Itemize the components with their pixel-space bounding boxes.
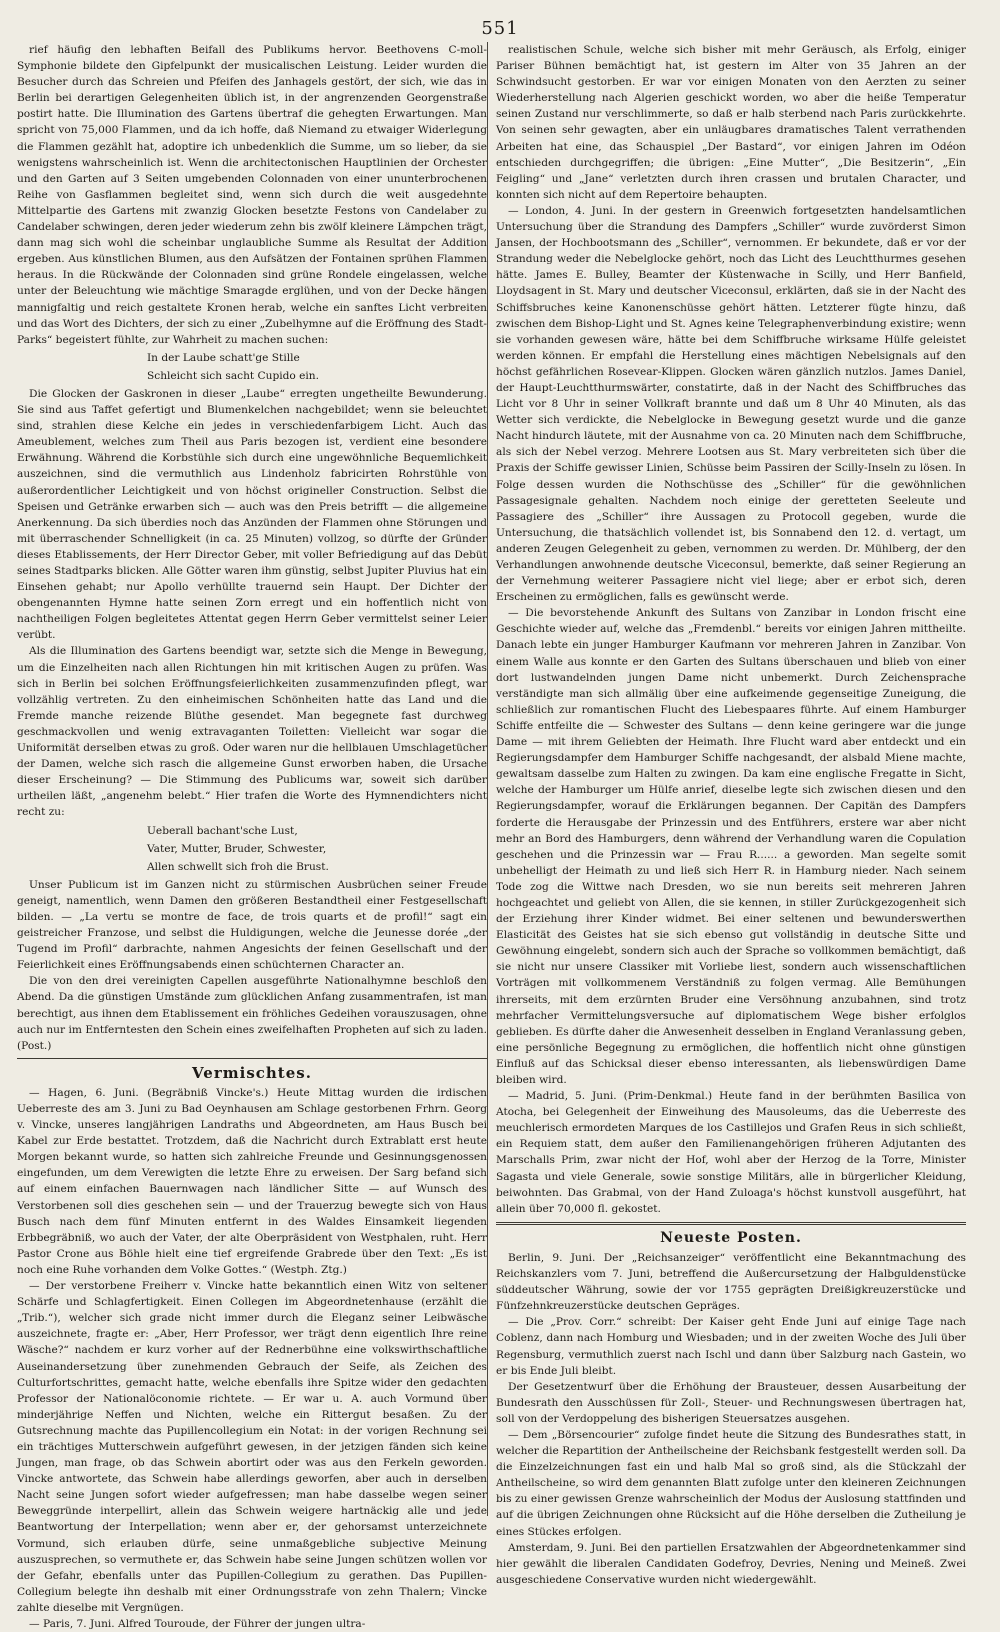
section-heading-neueste-posten: Neueste Posten. (660, 1229, 802, 1246)
column-rule (487, 42, 488, 1516)
right-column (496, 42, 966, 1586)
section-divider (496, 1222, 966, 1225)
article-paragraph: — Dem „Börsencourier“ zufolge findet heute die Sitzung des Bundesrathes statt, in welcher die Repartition der Antheilscheine der Reichsbank festgestellt werden soll. Da die Einzelzeichnungen fast ein und halb Mal so groß sind, als die Stückzahl der Antheilscheine, so wird dem genannten Blatt zufolge unter den kleineren Zeichnungen bis zu einer gewissen Grenze wahrscheinlich der Modus der Auslosung stattfinden und auf die übrigen Zeichnungen ohne Rücksicht auf die Höhe derselben die Zutheilung je eines Stückes erfolgen. (496, 1428, 966, 1538)
article-paragraph: — Die „Prov. Corr.“ schreibt: Der Kaiser geht Ende Juni auf einige Tage nach Coblenz, dann nach Homburg und Wiesbaden; und in der zweiten Woche des Juli über Regensburg, vermuthlich zuerst nach Ischl und dann über Salzburg nach Gastein, wo er bis Ende Juli bleibt. (496, 1316, 966, 1377)
article-paragraph: Berlin, 9. Juni. Der „Reichsanzeiger“ veröffentlicht eine Bekanntmachung des Reichskanzlers vom 7. Juni, betreffend die Außercursetzung der Halbguldenstücke süddeutscher Währung, sowie der vor 1755 geprägten Dreißigkreuzerstücke und Fünfzehnkreuzerstücke deutschen Gepräges. (496, 1251, 966, 1313)
page-number: 551 (481, 18, 519, 39)
verse-line: Allen schwellt sich froh die Brust. (147, 860, 329, 873)
section-divider (17, 1058, 487, 1059)
article-paragraph: — Der verstorbene Freiherr v. Vincke hatte bekanntlich einen Witz von seltener Schärfe und Schlagfertigkeit. Einen Collegen im Abgeordnetenhause (erzählt die „Trib.“), welcher sich grade nicht immer durch die Eleganz seiner Leibwäsche auszeichnete, fragte er: „Aber, Herr Professor, wer trägt denn eigentlich Ihre reine Wäsche?“ nachdem er kurz vorher auf der Rednerbühne eine volkswirthschaftliche Auseinandersetzung über zunehmenden Gebrauch der Seife, als Zeichen des Culturfortschrittes, gemacht hatte, welche ebenfalls ihre Spitze wider den gedachten Professor der Nationalöconomie richtete. — Er war u. A. auch Vormund über minderjährige Neffen und Nichten, welche ein Rittergut besaßen. Zu der Gutsrechnung machte das Pupillencollegium ein Notat: in der vorigen Rechnung sei ein trächtiges Mutterschwein aufgeführt gewesen, in der jetzigen fänden sich keine Jungen, man frage, ob das Schwein abortirt oder was aus den Ferkeln geworden. Vincke antwortete, das Schwein habe allerdings geworfen, aber auch in derselben Nacht seine Jungen sofort wieder aufgefressen; man habe dasselbe wegen seiner Beweggründe interpellirt, allein das Schwein weigere hartnäckig alle und jede Beantwortung der Interpellation; wenn aber er, der gehorsamst unterzeichnete Vormund, sich erlauben dürfe, seine unmaßgebliche subjective Meinung auszusprechen, so vermuthete er, das Schwein habe seine Jungen schützen wollen vor der Gefahr, ebenfalls unter das Pupillen-Collegium zu gerathen. Das Pupillen-Collegium belegte ihn deshalb mit einer Ordnungsstrafe von zehn Thalern; Vincke zahlte dieselbe mit Vergnügen. (17, 1280, 487, 1614)
article-paragraph: rief häufig den lebhaften Beifall des Publikums hervor. Beethovens C-moll-Symphonie bildete den Gipfelpunkt der musicalischen Leistung. Leider wurden die Besucher durch das Schreien und Pfeifen des Janhagels gestört, der sich, wie das in Berlin bei derartigen Gelegenheiten üblich ist, in der angrenzenden Georgenstraße postirt hatte. Die Illumination des Gartens übertraf die gehegten Erwartungen. Man spricht von 75,000 Flammen, und da ich hoffe, daß Niemand zu etwaiger Widerlegung die Flammen gezählt hat, adoptire ich unbedenklich die Summe, um so lieber, da sie wenigstens wahrscheinlich ist. Wenn die architectonischen Hauptlinien der Orchester und den Garten auf 3 Seiten umgebenden Colonnaden von einer ununterbrochenen Reihe von Gasflammen begleitet sind, wenn sich durch die weit ausgedehnte Mittelpartie des Gartens mit zwanzig Glocken besetzte Festons von Candelaber zu Candelaber schwingen, deren jeder wiederum zehn bis zwölf kleinere Lämpchen trägt, dann mag sich wohl die scheinbar unglaubliche Summe als Resultat der Addition ergeben. Aus künstlichen Blumen, aus den Aufsätzen der Fontainen sprühen Flammen heraus. In die Rückwände der Colonnaden sind grüne Rondele eingelassen, welche unter der Beleuchtung wie mächtige Smaragde erglühen, und von der Decke hängen mannigfaltig und reich gestaltete Kronen herab, welche ein sanftes Licht verbreiten und das Wort des Dichters, der sich zu einer „Zubelhymne auf die Eröffnung des Stadt-Parks“ begeistert fühlte, zur Wahrheit zu machen suchen: (17, 44, 487, 346)
article-paragraph: Die Glocken der Gaskronen in dieser „Laube“ erregten ungetheilte Bewunderung. Sie sind aus Taffet gefertigt und Blumenkelchen nachgebildet; wenn sie beleuchtet sind, strahlen diese Kelche ein jedes in verschiedenfarbigem Licht. Auch das Ameublement, welches zum Theil aus Paris bezogen ist, verdient eine besondere Erwähnung. Während die Korbstühle sich durch eine ungewöhnliche Bequemlichkeit auszeichnen, sind die vermuthlich aus Lindenholz fabricirten Rohrstühle von außerordentlicher Leichtigkeit und von höchst origineller Construction. Selbst die Speisen und Getränke erwarben sich — auch was den Preis betrifft — die allgemeine Anerkennung. Da sich überdies noch das Anzünden der Flammen ohne Störungen und mit überraschender Schnelligkeit (in ca. 25 Minuten) vollzog, so dürfte der Gründer dieses Etablissements, der Herr Director Geber, mit voller Befriedigung auf das Debüt seines Stadtparks blicken. Alle Götter waren ihm günstig, selbst Jupiter Pluvius hat ein Einsehen gehabt; nur Apollo verhüllte trauernd sein Haupt. Der Dichter der obengenannten Hymne hatte seinen Zorn erregt und ein hoffentlich nicht von nachtheiligen Folgen begleitetes Attentat gegen Herrn Geber vermittelst seiner Leier verübt. (17, 387, 487, 642)
article-paragraph: Amsterdam, 9. Juni. Bei den partiellen Ersatzwahlen der Abgeordnetenkammer sind hier gewählt die liberalen Candidaten Godefroy, Devries, Nening und Meineß. Zwei ausgeschiedene Conservative wurden nicht wiedergewählt. (496, 1541, 966, 1586)
article-paragraph: — Die bevorstehende Ankunft des Sultans von Zanzibar in London frischt eine Geschichte wieder auf, welche das „Fremdenbl.“ bereits vor einigen Jahren mittheilte. Danach lebte ein junger Hamburger Kaufmann vor mehreren Jahren in Zanzibar. Von einem Walle aus konnte er den Garten des Sultans überschauen und blieb von einer dort lustwandelnden jungen Dame nicht unbemerkt. Durch Zeichensprache verständigte man sich allmälig über eine aufkeimende gegenseitige Zuneigung, die schließlich zur romantischen Flucht des Liebespaares führte. Auf einem Hamburger Schiffe entfeilte die — Schwester des Sultans — denn keine geringere war die junge Dame — mit ihrem Geliebten der Heimath. Ihre Flucht ward aber entdeckt und ein Regierungsdampfer dem Hamburger Schiffe nachgesandt, der alsbald Miene machte, gewaltsam dasselbe zum Halten zu zwingen. Da kam eine englische Fregatte in Sicht, welche der Hamburger um Hülfe anrief, dieselbe legte sich zwischen diesen und den Regierungsdampfer, worauf die Erklärungen begannen. Der Capitän des Dampfers forderte die Herausgabe der Prinzessin und des Entführers, erstere war aber nicht mehr an Bord des Hamburgers, denn während der Verhandlung waren die Copulation geschehen und die Prinzessin war — Frau R...... a geworden. Man segelte somit unbehelligt der Heimath zu und ließ sich Herr R. in Hamburg nieder. Nach seinem Tode zog die Wittwe nach Dresden, wo sie nun bereits seit mehreren Jahren hochgeachtet und geliebt von Allen, die sie kennen, in stiller Zurückgezogenheit sich der Erziehung ihrer Kinder widmet. Bei einer seltenen und bewunderswerthen Elasticität des Geistes hat sie sich ebenso gut vollständig in deutsche Sitte und Gewöhnung eingelebt, sondern sich auch der Sprache so vollkommen bemächtigt, daß sie nicht nur unsere Classiker mit Vorliebe liest, sondern auch wissenschaftlichen Vorträgen mit vollkommenem Verständniß zu folgen vermag. Alle Bemühungen ihrerseits, mit dem erzürnten Bruder eine Versöhnung anzubahnen, sind trotz mehrfacher Vermittelungsversuche auf diplomatischem Wege bisher erfolglos geblieben. Es dürfte daher die Anwesenheit desselben in England Veranlassung geben, eine persönliche Begegnung zu ermöglichen, die hoffentlich nicht ohne günstigen Einfluß auf das Schicksal dieser ebenso interessanten, als liebenswürdigen Dame bleiben wird. (496, 607, 966, 1086)
article-paragraph: Der Gesetzentwurf über die Erhöhung der Brausteuer, dessen Ausarbeitung der Bundesrath den Ausschüssen für Zoll-, Steuer- und Rechnungswesen übertragen hat, soll von der Verdoppelung des bisherigen Steuersatzes ausgehen. (496, 1380, 966, 1425)
left-column (17, 42, 487, 1630)
verse-line: Ueberall bachant'sche Lust, (147, 824, 298, 837)
article-paragraph: Unser Publicum ist im Ganzen nicht zu stürmischen Ausbrüchen seiner Freude geneigt, namentlich, wenn Damen den größeren Bestandtheil einer Festgesellschaft bilden. — „La vertu se montre de face, de trois quarts et de profil!“ sagt ein geistreicher Franzose, und selbst die Huldigungen, welche die Jeunesse dorée „der Tugend im Profil“ darbrachte, nahmen Angesichts der feinen Gesellschaft und der Feierlichkeit eines Eröffnungsabends einen schüchternen Character an. (17, 878, 487, 972)
verse-line: Vater, Mutter, Bruder, Schwester, (147, 842, 327, 855)
article-paragraph: — Hagen, 6. Juni. (Begräbniß Vincke's.) Heute Mittag wurden die irdischen Ueberreste des am 3. Juni zu Bad Oeynhausen am Schlage gestorbenen Frhrn. Georg v. Vincke, unseres langjährigen Landraths und Abgeordneten, am Haus Busch bei Kabel zur Erde bestattet. Trotzdem, daß die Nachricht durch Extrablatt erst heute Morgen bekannt wurde, so hatten sich zahlreiche Freunde und Gesinnungsgenossen eingefunden, um dem Verewigten die letzte Ehre zu erweisen. Der Sarg befand sich auf einem einfachen Bauernwagen nach ländlicher Sitte — auf Wunsch des Verstorbenen soll dies geschehen sein — und der Trauerzug bewegte sich von Haus Busch nach dem fünf Minuten entfernt in des Waldes Einsamkeit liegenden Erbbegräbniß, wo auch der Vater, der alte Oberpräsident von Westphalen, ruht. Herr Pastor Crone aus Böhle hielt eine tief ergreifende Grabrede über den Text: „Es ist noch eine Ruhe vorhanden dem Volke Gottes.“ (Westph. Ztg.) (17, 1086, 487, 1276)
article-paragraph: — Madrid, 5. Juni. (Prim-Denkmal.) Heute fand in der berühmten Basilica von Atocha, bei Gelegenheit der Einweihung des Mausoleums, das die Ueberreste des meuchlerisch ermordeten Marques de los Castillejos und Grafen Reus in sich schließt, ein Requiem statt, dem außer den Familienangehörigen früheren Adjutanten des Marschalls Prim, zwar nicht der Hof, wohl aber der Herzog de la Torre, Minister Sagasta und viele Generale, sowie sonstige Militärs, alle in bürgerlicher Kleidung, beiwohnten. Das Grabmal, von der Hand Zuloaga's höchst kunstvoll ausgeführt, hat allein über 70,000 fl. gekostet. (496, 1090, 966, 1215)
verse-line: In der Laube schatt'ge Stille (147, 351, 300, 364)
article-paragraph: realistischen Schule, welche sich bisher mit mehr Geräusch, als Erfolg, einiger Pariser Bühnen bemächtigt hat, ist gestern im Alter von 35 Jahren an der Schwindsucht gestorben. Er war vor einigen Monaten von den Aerzten zu seiner Wiederherstellung nach Algerien geschickt worden, wo aber die heiße Temperatur seinen Zustand nur verschlimmerte, so daß er halb sterbend nach Paris zurückkehrte. Von seinen sehr gewagten, aber ein unläugbares dramatisches Talent verrathenden Arbeiten hat eine, das Schauspiel „Der Bastard“, vor einigen Jahren im Odéon entschieden durchgegriffen; die übrigen: „Eine Mutter“, „Die Besitzerin“, „Ein Feigling“ und „Jane“ verletzten durch ihren crassen und brutalen Character, und konnten sich nicht auf dem Repertoire behaupten. (496, 44, 966, 201)
section-heading-vermischtes: Vermischtes. (192, 1063, 312, 1082)
article-paragraph: — Paris, 7. Juni. Alfred Touroude, der Führer der jungen ultra- (29, 1618, 366, 1630)
article-paragraph: — London, 4. Juni. In der gestern in Greenwich fortgesetzten handelsamtlichen Untersuchung über die Strandung des Dampfers „Schiller“ wurde zuvörderst Simon Jansen, der Hochbootsmann des „Schiller“, vernommen. Er bekundete, daß er vor der Strandung weder die Nebelglocke gehört, noch das Licht des Leuchtthurmes gesehen hätte. James E. Bulley, Beamter der Küstenwache in Scilly, und Herr Banfield, Lloydsagent in St. Mary und deutscher Viceconsul, erklärten, daß sie in der Nacht des Schiffsbruches keine Kanonenschüsse gehört hätten. Letzterer fügte hinzu, daß zwischen dem Bishop-Light und St. Agnes keine Telegraphenverbindung existire; wenn sie vorhanden gewesen wäre, hätte bei dem Schiffbruche wirksame Hülfe geleistet werden können. Er empfahl die Herstellung eines mächtigen Nebelsignals auf den höchst gefährlichen Rosevear-Klippen. Glocken wären gänzlich nutzlos. James Daniel, der Haupt-Leuchtthurmswärter, constatirte, daß in der Nacht des Schiffbruches das Licht vor 8 Uhr in seiner Vollkraft brannte und daß um 8 Uhr 40 Minuten, als das Wetter sich verdickte, die Nebelglocke in Bewegung gesetzt wurde und die ganze Nacht hindurch läutete, mit der Ausnahme von ca. 20 Minuten nach dem Schiffbruche, als sich der Nebel verzog. Mehrere Lootsen aus St. Mary verbreiteten sich über die Praxis der Schiffe gewisser Linien, Schüsse beim Passiren der Scilly-Inseln zu lösen. In Folge dessen wurden die Nothschüsse des „Schiller“ für die gewöhnlichen Passagesignale gehalten. Nachdem noch einige der geretteten Seeleute und Passagiere des „Schiller“ ihre Aussagen zu Protocoll gegeben, wurde die Untersuchung, die thatsächlich vollendet ist, bis Sonnabend den 12. d. vertagt, um anderen Zeugen Gelegenheit zu geben, vernommen zu werden. Dr. Mühlberg, der den Verhandlungen anwohnende deutsche Viceconsul, bemerkte, daß seiner Regierung an der Vernehmung weiterer Passagiere nicht viel liege; aber er erbot sich, deren Erscheinen zu ermöglichen, falls es gewünscht werde. (496, 204, 966, 604)
verse-line: Schleicht sich sacht Cupido ein. (147, 369, 319, 382)
article-paragraph: Als die Illumination des Gartens beendigt war, setzte sich die Menge in Bewegung, um die Einzelheiten nach allen Richtungen hin mit kritischen Augen zu prüfen. Was sich in Berlin bei solchen Eröffnungsfeierlichkeiten zusammenzufinden pflegt, war vollzählig vertreten. Zu den einheimischen Schönheiten hatte das Land und die Fremde manche reizende Blüthe gesendet. Man begegnete fast durchweg geschmackvollen und wenig extravaganten Toiletten: Vielleicht war sogar die Uniformität derselben etwas zu groß. Oder waren nur die hellblauen Umschlagetücher der Damen, welche sich rasch die allgemeine Gunst erworben haben, die Ursache dieser Erscheinung? — Die Stimmung des Publicums war, soweit sich darüber urtheilen läßt, „angenehm belebt.“ Hier trafen die Worte des Hymnendichters nicht recht zu: (17, 645, 487, 819)
article-paragraph: Die von den drei vereinigten Capellen ausgeführte Nationalhymne beschloß den Abend. Da die günstigen Umstände zum glücklichen Anfang zusammentrafen, ist man berechtigt, aus ihnen dem Etablissement ein fröhliches Gedeihen vorauszusagen, ohne auch nur im Entferntesten den Schein eines zweifelhaften Propheten auf sich zu laden. (Post.) (17, 975, 487, 1052)
